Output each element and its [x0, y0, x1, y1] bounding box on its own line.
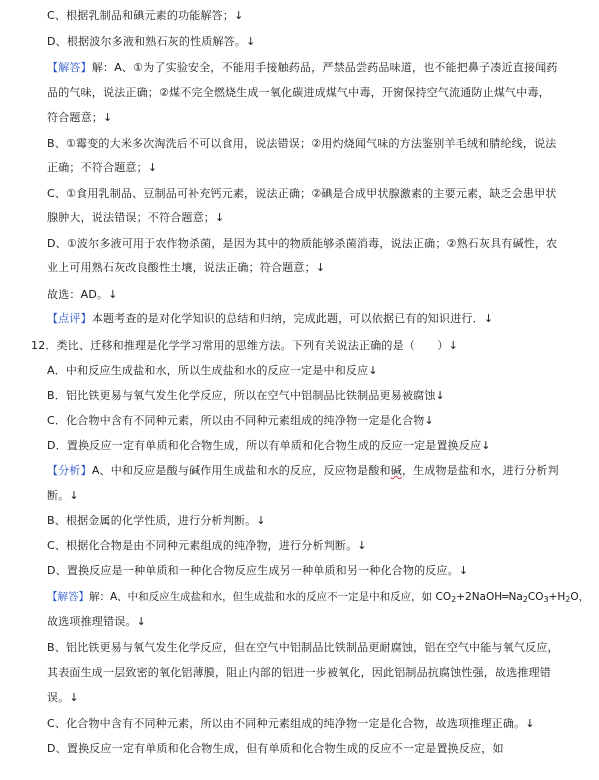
analysis-tag: 【分析】	[47, 464, 92, 477]
text-line: 断。↓	[47, 489, 79, 502]
text-line: 正确；不符合题意；↓	[47, 161, 158, 174]
option-b: B．铝比铁更易与氧气发生化学反应，所以在空气中铝制品比铁制品更易被腐蚀↓	[47, 389, 445, 402]
option-d: D．置换反应一定有单质和化合物生成，所以有单质和化合物生成的反应一定是置换反应↓	[47, 439, 491, 452]
text-line: B、根据金属的化学性质，进行分析判断。↓	[47, 514, 266, 527]
text-line: 故选项推理错误。↓	[47, 615, 147, 628]
solution-line: 【解答】解：A、①为了实验安全，不能用手接触药品，严禁品尝药品味道，也不能把鼻子凑近直接闻药	[47, 61, 558, 74]
option-a: A．中和反应生成盐和水，所以生成盐和水的反应一定是中和反应↓	[47, 364, 378, 377]
comment-tag: 【点评】	[47, 312, 92, 325]
text-line: C、①食用乳制品、豆制品可补充钙元素，说法正确；②碘是合成甲状腺激素的主要元素，缺乏会患甲状	[47, 187, 557, 200]
text-line: D、根据波尔多液和熟石灰的性质解答。↓	[47, 35, 256, 48]
text-line: C、根据乳制品和碘元素的功能解答；↓	[47, 9, 244, 22]
text-line: B、铝比铁更易与氧气发生化学反应，但在空气中铝制品比铁制品更耐腐蚀，铝在空气中能与氧气反应，	[47, 641, 559, 654]
text-line: D、①波尔多液可用于农作物杀菌，是因为其中的物质能够杀菌消毒，说法正确；②熟石灰具有碱性，农	[47, 237, 558, 250]
solution-tag: 【解答】	[47, 591, 89, 603]
text-line: 业上可用熟石灰改良酸性土壤，说法正确；符合题意；↓	[47, 261, 326, 274]
comment-line: 【点评】本题考查的是对化学知识的总结和归纳，完成此题，可以依据已有的知识进行．↓	[47, 312, 494, 325]
text-line: B、①霉变的大米多次淘洗后不可以食用，说法错误；②用灼烧闻气味的方法鉴别羊毛绒和腈纶线，说法	[47, 137, 557, 150]
text-line: 误。↓	[47, 691, 79, 704]
question-stem: 12．类比、迁移和推理是化学学习常用的思维方法。下列有关说法正确的是（ ）↓	[31, 339, 459, 352]
text-line: 其表面生成一层致密的氧化铝薄膜，阻止内部的铝进一步被氧化，因此铝制品抗腐蚀性强，故选推理错	[47, 666, 551, 679]
solution-line: 【解答】解：A、中和反应生成盐和水，但生成盐和水的反应不一定是中和反应，如 $CO_2+2NaOH═Na_2CO_3+H_2O$，	[47, 591, 590, 604]
option-c: C．化合物中含有不同种元素，所以由不同种元素组成的纯净物一定是化合物↓	[47, 414, 434, 427]
text-line: D、置换反应一定有单质和化合物生成，但有单质和化合物生成的反应不一定是置换反应，如	[47, 742, 504, 755]
text-line: C、根据化合物是由不同种元素组成的纯净物，进行分析判断。↓	[47, 539, 367, 552]
analysis-line: 【分析】A、中和反应是酸与碱作用生成盐和水的反应，反应物是酸和碱，生成物是盐和水，进行分析判	[47, 464, 559, 477]
text-line: D、置换反应是一种单质和一种化合物反应生成另一种单质和另一种化合物的反应。↓	[47, 564, 469, 577]
text-line: 腺肿大，说法错误；不符合题意；↓	[47, 211, 225, 224]
text-line: 符合题意；↓	[47, 111, 113, 124]
text-line: C、化合物中含有不同种元素，所以由不同种元素组成的纯净物一定是化合物，故选项推理正确。↓	[47, 717, 535, 730]
answer-line: 故选：AD。↓	[47, 288, 118, 301]
solution-tag: 【解答】	[47, 61, 92, 74]
text-line: 品的气味，说法正确；②煤不完全燃烧生成一氧化碳进成煤气中毒，开窗保持空气流通防止煤气中毒，	[47, 86, 550, 99]
